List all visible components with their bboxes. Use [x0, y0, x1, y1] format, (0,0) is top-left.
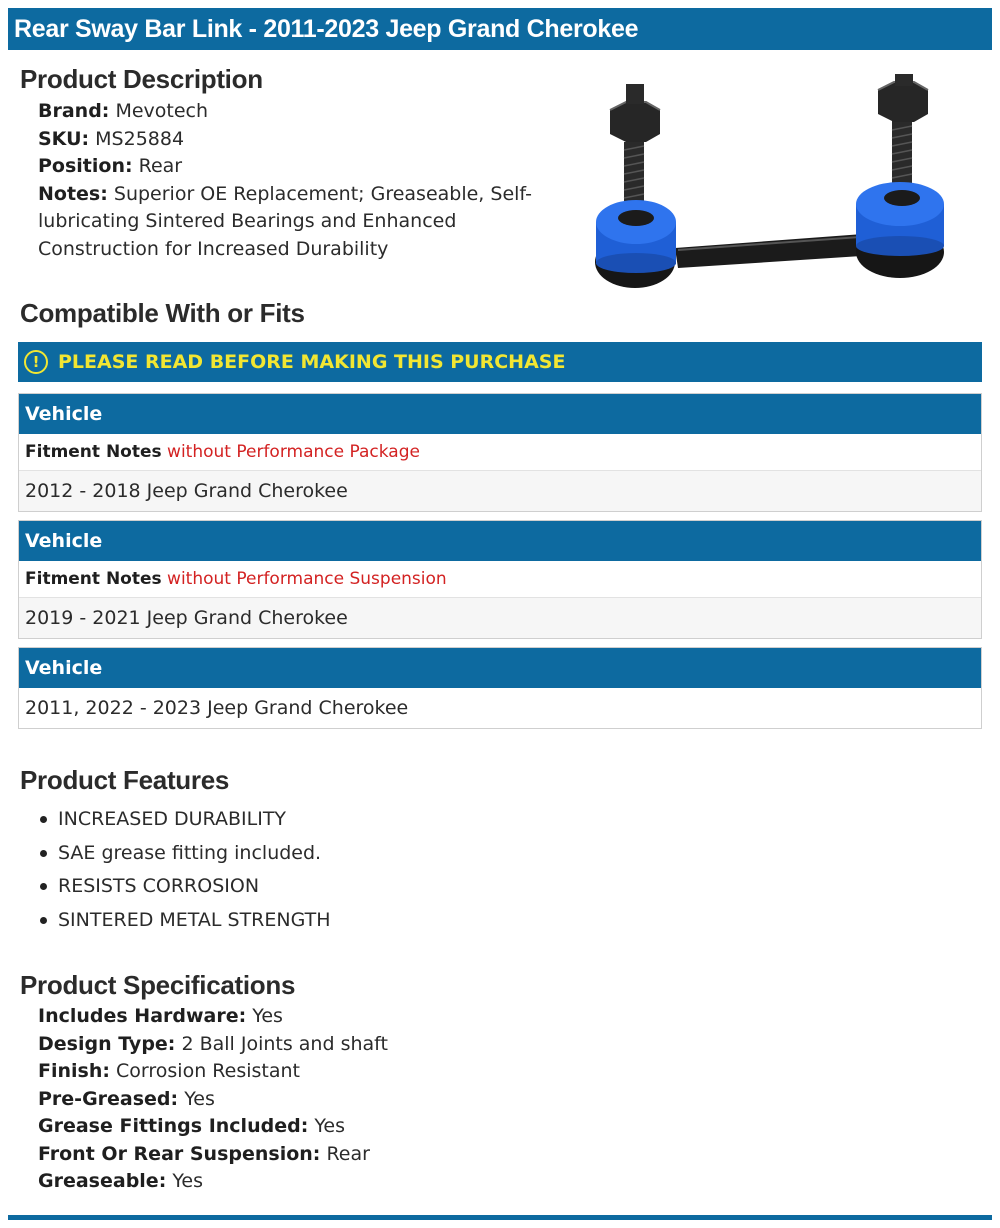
spec-label: Pre-Greased:	[38, 1087, 179, 1110]
vehicle-table-3	[18, 647, 982, 729]
fitment-notes-label: Fitment Notes	[25, 569, 162, 589]
notes-value: Superior OE Replacement; Greaseable, Self-lubricating Sintered Bearings and Enhanced Construction for Increased Durability	[38, 182, 532, 260]
position-label: Position:	[38, 155, 133, 177]
spec-label: Grease Fittings Included:	[38, 1115, 309, 1137]
spec-value: Yes	[184, 1087, 215, 1110]
spec-value: Rear	[326, 1142, 370, 1165]
vehicle-row: 2012 - 2018 Jeep Grand Cherokee	[19, 471, 981, 511]
position-value: Rear	[138, 155, 183, 177]
feature-text: RESISTS CORROSION	[58, 875, 260, 897]
spec-label: Design Type:	[38, 1032, 176, 1055]
feature-text: SAE grease fitting included.	[58, 841, 322, 864]
vehicle-table-1	[18, 393, 982, 512]
spec-row	[38, 1141, 370, 1169]
fitment-notes-row	[19, 434, 981, 471]
bullet-icon	[40, 883, 47, 890]
bullet-icon	[40, 816, 47, 823]
purchase-warning-text: PLEASE READ BEFORE MAKING THIS PURCHASE	[58, 351, 566, 373]
sway-bar-link-image	[590, 72, 970, 302]
brand-value: Mevotech	[115, 100, 209, 122]
position-row	[38, 153, 182, 181]
product-features-heading: Product Features	[20, 765, 230, 795]
brand-row	[38, 98, 208, 126]
product-description-heading: Product Description	[20, 64, 263, 94]
brand-label: Brand:	[38, 100, 110, 122]
spec-value: Yes	[172, 1170, 204, 1192]
page-title: Rear Sway Bar Link - 2011-2023 Jeep Grand Cherokee	[8, 8, 992, 50]
features-list	[38, 805, 331, 939]
purchase-warning-banner	[18, 342, 982, 382]
spec-label: Front Or Rear Suspension:	[38, 1142, 321, 1165]
vehicle-row: 2019 - 2021 Jeep Grand Cherokee	[19, 598, 981, 638]
notes-row	[38, 181, 578, 264]
spec-value: Yes	[314, 1115, 346, 1137]
sku-label: SKU:	[38, 127, 90, 150]
vehicle-table-header: Vehicle	[19, 521, 981, 561]
spec-row	[38, 1086, 215, 1114]
spec-row	[38, 1031, 388, 1059]
vehicle-table-header: Vehicle	[19, 394, 981, 434]
spec-label: Finish:	[38, 1060, 110, 1082]
spec-row	[38, 1058, 300, 1086]
bullet-icon	[40, 917, 47, 924]
fitment-notes-value: without Performance Package	[167, 442, 420, 462]
spec-row	[38, 1003, 283, 1031]
vehicle-table-2	[18, 520, 982, 639]
feature-text: SINTERED METAL STRENGTH	[58, 908, 331, 931]
list-item	[38, 872, 331, 906]
fitment-notes-row	[19, 561, 981, 598]
vehicle-row: 2011, 2022 - 2023 Jeep Grand Cherokee	[19, 688, 981, 728]
fitment-notes-value: without Performance Suspension	[167, 569, 447, 589]
spec-label: Includes Hardware:	[38, 1005, 247, 1027]
bullet-icon	[40, 850, 47, 857]
product-specifications-heading: Product Specifications	[20, 970, 296, 1000]
list-item	[38, 839, 331, 873]
spec-row	[38, 1113, 345, 1141]
bottom-divider	[8, 1215, 992, 1220]
list-item	[38, 805, 331, 839]
sku-value: MS25884	[95, 127, 185, 150]
notes-label: Notes:	[38, 182, 108, 205]
exclamation-circle-icon: !	[24, 350, 48, 374]
sku-row	[38, 126, 184, 154]
spec-value: 2 Ball Joints and shaft	[181, 1032, 388, 1055]
spec-label: Greaseable:	[38, 1170, 167, 1192]
fitment-notes-label: Fitment Notes	[25, 442, 162, 462]
list-item	[38, 906, 331, 940]
spec-value: Yes	[252, 1005, 283, 1027]
compatible-heading: Compatible With or Fits	[20, 298, 305, 328]
spec-row	[38, 1168, 203, 1196]
feature-text: INCREASED DURABILITY	[58, 808, 287, 830]
spec-value: Corrosion Resistant	[116, 1060, 300, 1082]
vehicle-table-header: Vehicle	[19, 648, 981, 688]
